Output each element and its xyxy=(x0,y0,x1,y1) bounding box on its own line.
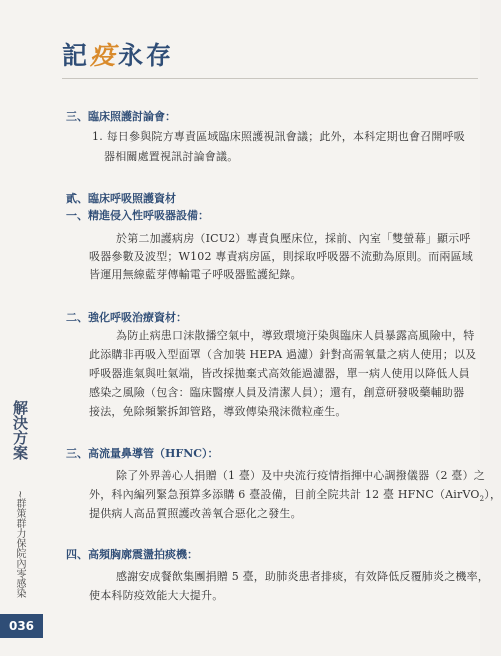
header-title-part1: 記 xyxy=(62,41,91,70)
section-chest-oscillation-heading: 四、高頻胸廓震盪拍痰機： xyxy=(66,548,198,561)
hfnc-line-1: 除了外界善心人捐贈（1 臺）及中央流行疫情指揮中心調撥儀器（2 臺）之 xyxy=(116,469,485,482)
respiratory-materials-line-5: 接法，免除頻繁拆卸管路，導致傳染飛沫微粒產生。 xyxy=(89,405,347,418)
side-section-title: 解決方案 xyxy=(11,400,29,460)
section-clinical-meeting-heading: 三、臨床照護討論會： xyxy=(66,110,176,123)
part-two-heading: 貳、臨床呼吸照護資材 xyxy=(66,192,176,205)
header-title-accent: 疫 xyxy=(90,41,119,70)
respiratory-materials-line-2: 此添購非再吸入型面罩（含加裝 HEPA 過濾）針對高需氧量之病人使用；以及 xyxy=(89,348,477,361)
side-subtitle-text: 群策群力保院內零感染 xyxy=(14,498,25,599)
hfnc-line-2-end: ）， xyxy=(484,488,501,501)
clinical-meeting-item-line-1: 1. 每日參與院方專責區域臨床照護視訊會議；此外，本科定期也會召開呼吸 xyxy=(92,130,465,143)
chest-oscillation-line-2: 使本科防疫效能大大提升。 xyxy=(89,589,224,602)
hfnc-line-3: 提供病人高品質照護改善氧合惡化之發生。 xyxy=(89,507,302,520)
chest-oscillation-line-1: 感謝安成餐飲集團捐贈 5 臺，助肺炎患者排痰，有效降低反覆肺炎之機率， xyxy=(116,570,489,583)
section-hfnc-heading: 三、高流量鼻導管（HFNC）： xyxy=(66,447,219,460)
respiratory-materials-line-3: 呼吸器進氣與吐氣端，皆改採拋棄式高效能過濾器，單一病人使用以降低人員 xyxy=(89,367,470,380)
ventilator-line-3: 皆運用無線藍芽傳輸電子呼吸器監護紀錄。 xyxy=(89,268,302,281)
side-section-subtitle xyxy=(5,490,25,598)
respiratory-materials-line-4: 感染之風險（包含：臨床醫療人員及清潔人員）；還有，創意研發吸藥輔助器 xyxy=(89,386,465,399)
hfnc-line-2-main: 外，科內編列緊急預算多添購 6 臺設備，目前全院共計 12 臺 HFNC（AirVO xyxy=(89,488,480,501)
clinical-meeting-item-line-2: 器相關處置視訊討論會議。 xyxy=(104,150,239,163)
side-separator: ~ xyxy=(14,490,25,499)
section-respiratory-materials-heading: 二、強化呼吸治療資材： xyxy=(66,311,187,324)
section-ventilator-heading: 一、精進侵入性呼吸器設備： xyxy=(66,209,209,222)
ventilator-line-2: 吸器參數及波型；W102 專責病房區，則採取呼吸器不流動為原則。而兩區域 xyxy=(89,250,473,263)
page-number: 036 xyxy=(0,614,43,638)
respiratory-materials-line-1: 為防止病患口沫散播空氣中，導致環境汙染與臨床人員暴露高風險中，特 xyxy=(116,329,475,342)
ventilator-line-1: 於第二加護病房（ICU2）專責負壓床位，採前、內室「雙螢幕」顯示呼 xyxy=(116,232,471,245)
hfnc-line-2-subscript: 2 xyxy=(479,495,485,504)
hfnc-line-2 xyxy=(89,487,501,507)
header-title-part2: 永存 xyxy=(118,41,175,70)
